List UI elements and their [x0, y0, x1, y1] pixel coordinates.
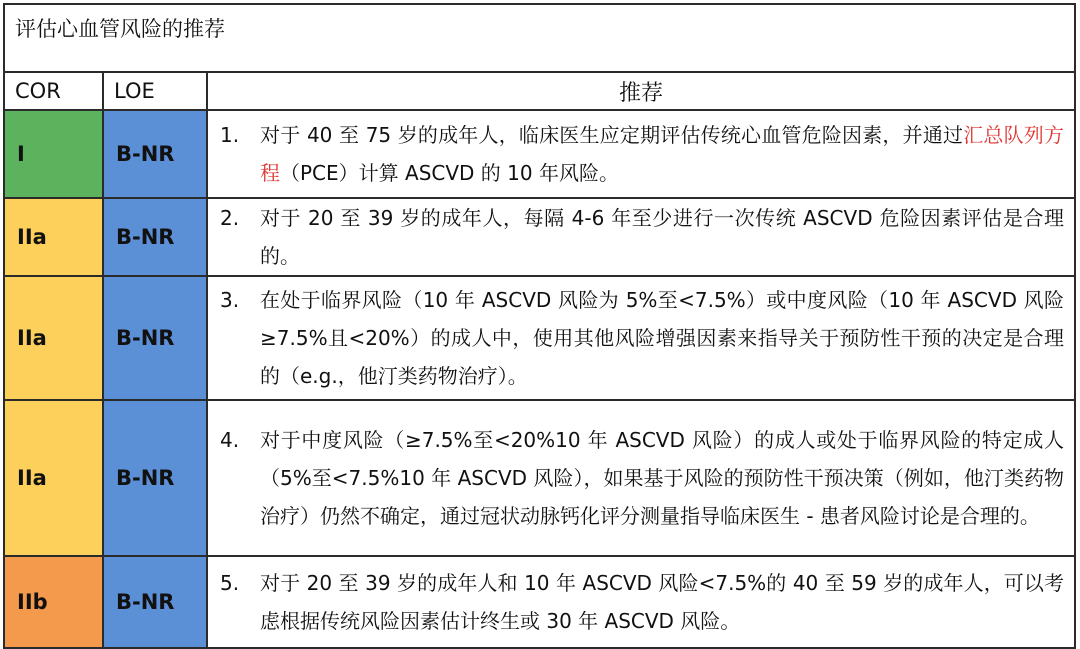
recommendation-text-pre: 对于 40 至 75 岁的成年人，临床医生应定期评估传统心血管危险因素，并通过: [260, 123, 964, 147]
cor-cell: IIb: [4, 556, 103, 648]
recommendation-number: 5.: [220, 571, 240, 595]
header-recommendation: 推荐: [207, 72, 1075, 110]
table-row: [4, 198, 1075, 276]
recommendation-cell: [207, 556, 1075, 648]
recommendation-text: [260, 116, 1064, 192]
loe-cell: B-NR: [103, 198, 207, 276]
header-loe: LOE: [103, 72, 207, 110]
cor-cell: IIa: [4, 400, 103, 556]
recommendation-text: 对于 20 至 39 岁的成年人，每隔 4-6 年至少进行一次传统 ASCVD 危险因素评估是合理的。: [260, 206, 1064, 268]
recommendation-cell: [207, 198, 1075, 276]
recommendation-number: 3.: [220, 288, 240, 312]
loe-cell: B-NR: [103, 276, 207, 400]
recommendation-number: 1.: [220, 123, 240, 147]
title-row: [4, 4, 1075, 72]
table-row: [4, 556, 1075, 648]
pce-link-text: 汇总队列方程: [260, 123, 1065, 185]
recommendation-number: 2.: [220, 206, 240, 230]
table-row: [4, 110, 1075, 198]
recommendation-text: 对于中度风险（≥7.5%至<20%10 年 ASCVD 风险）的成人或处于临界风险的特定成人（5%至<7.5%10 年 ASCVD 风险），如果基于风险的预防性干预决策（例如，他汀类药物治疗）仍然不确定，通过冠状动脉钙化评分测量指导临床医生 - 患者风险讨论是合理的。: [260, 428, 1064, 528]
cor-cell: I: [4, 110, 103, 198]
loe-cell: B-NR: [103, 400, 207, 556]
recommendation-text-post: （PCE）计算 ASCVD 的 10 年风险。: [280, 161, 619, 185]
cor-cell: IIa: [4, 276, 103, 400]
header-row: [4, 72, 1075, 110]
header-cor: COR: [4, 72, 103, 110]
table-title: 评估心血管风险的推荐: [4, 4, 1075, 72]
recommendation-cell: [207, 110, 1075, 198]
recommendation-cell: [207, 276, 1075, 400]
recommendation-table-frame: [3, 3, 1074, 641]
loe-cell: B-NR: [103, 110, 207, 198]
table-row: [4, 400, 1075, 556]
recommendation-number: 4.: [220, 428, 240, 452]
recommendation-table: [3, 3, 1076, 649]
cor-cell: IIa: [4, 198, 103, 276]
table-row: [4, 276, 1075, 400]
recommendation-text: 对于 20 至 39 岁的成年人和 10 年 ASCVD 风险<7.5%的 40 至 59 岁的成年人，可以考虑根据传统风险因素估计终生或 30 年 ASCVD 风险。: [260, 571, 1064, 633]
recommendation-text: 在处于临界风险（10 年 ASCVD 风险为 5%至<7.5%）或中度风险（10 年 ASCVD 风险≥7.5%且<20%）的成人中，使用其他风险增强因素来指导关于预防性干预的决定是合理的（e.g.，他汀类药物治疗）。: [260, 288, 1064, 388]
recommendation-cell: [207, 400, 1075, 556]
loe-cell: B-NR: [103, 556, 207, 648]
